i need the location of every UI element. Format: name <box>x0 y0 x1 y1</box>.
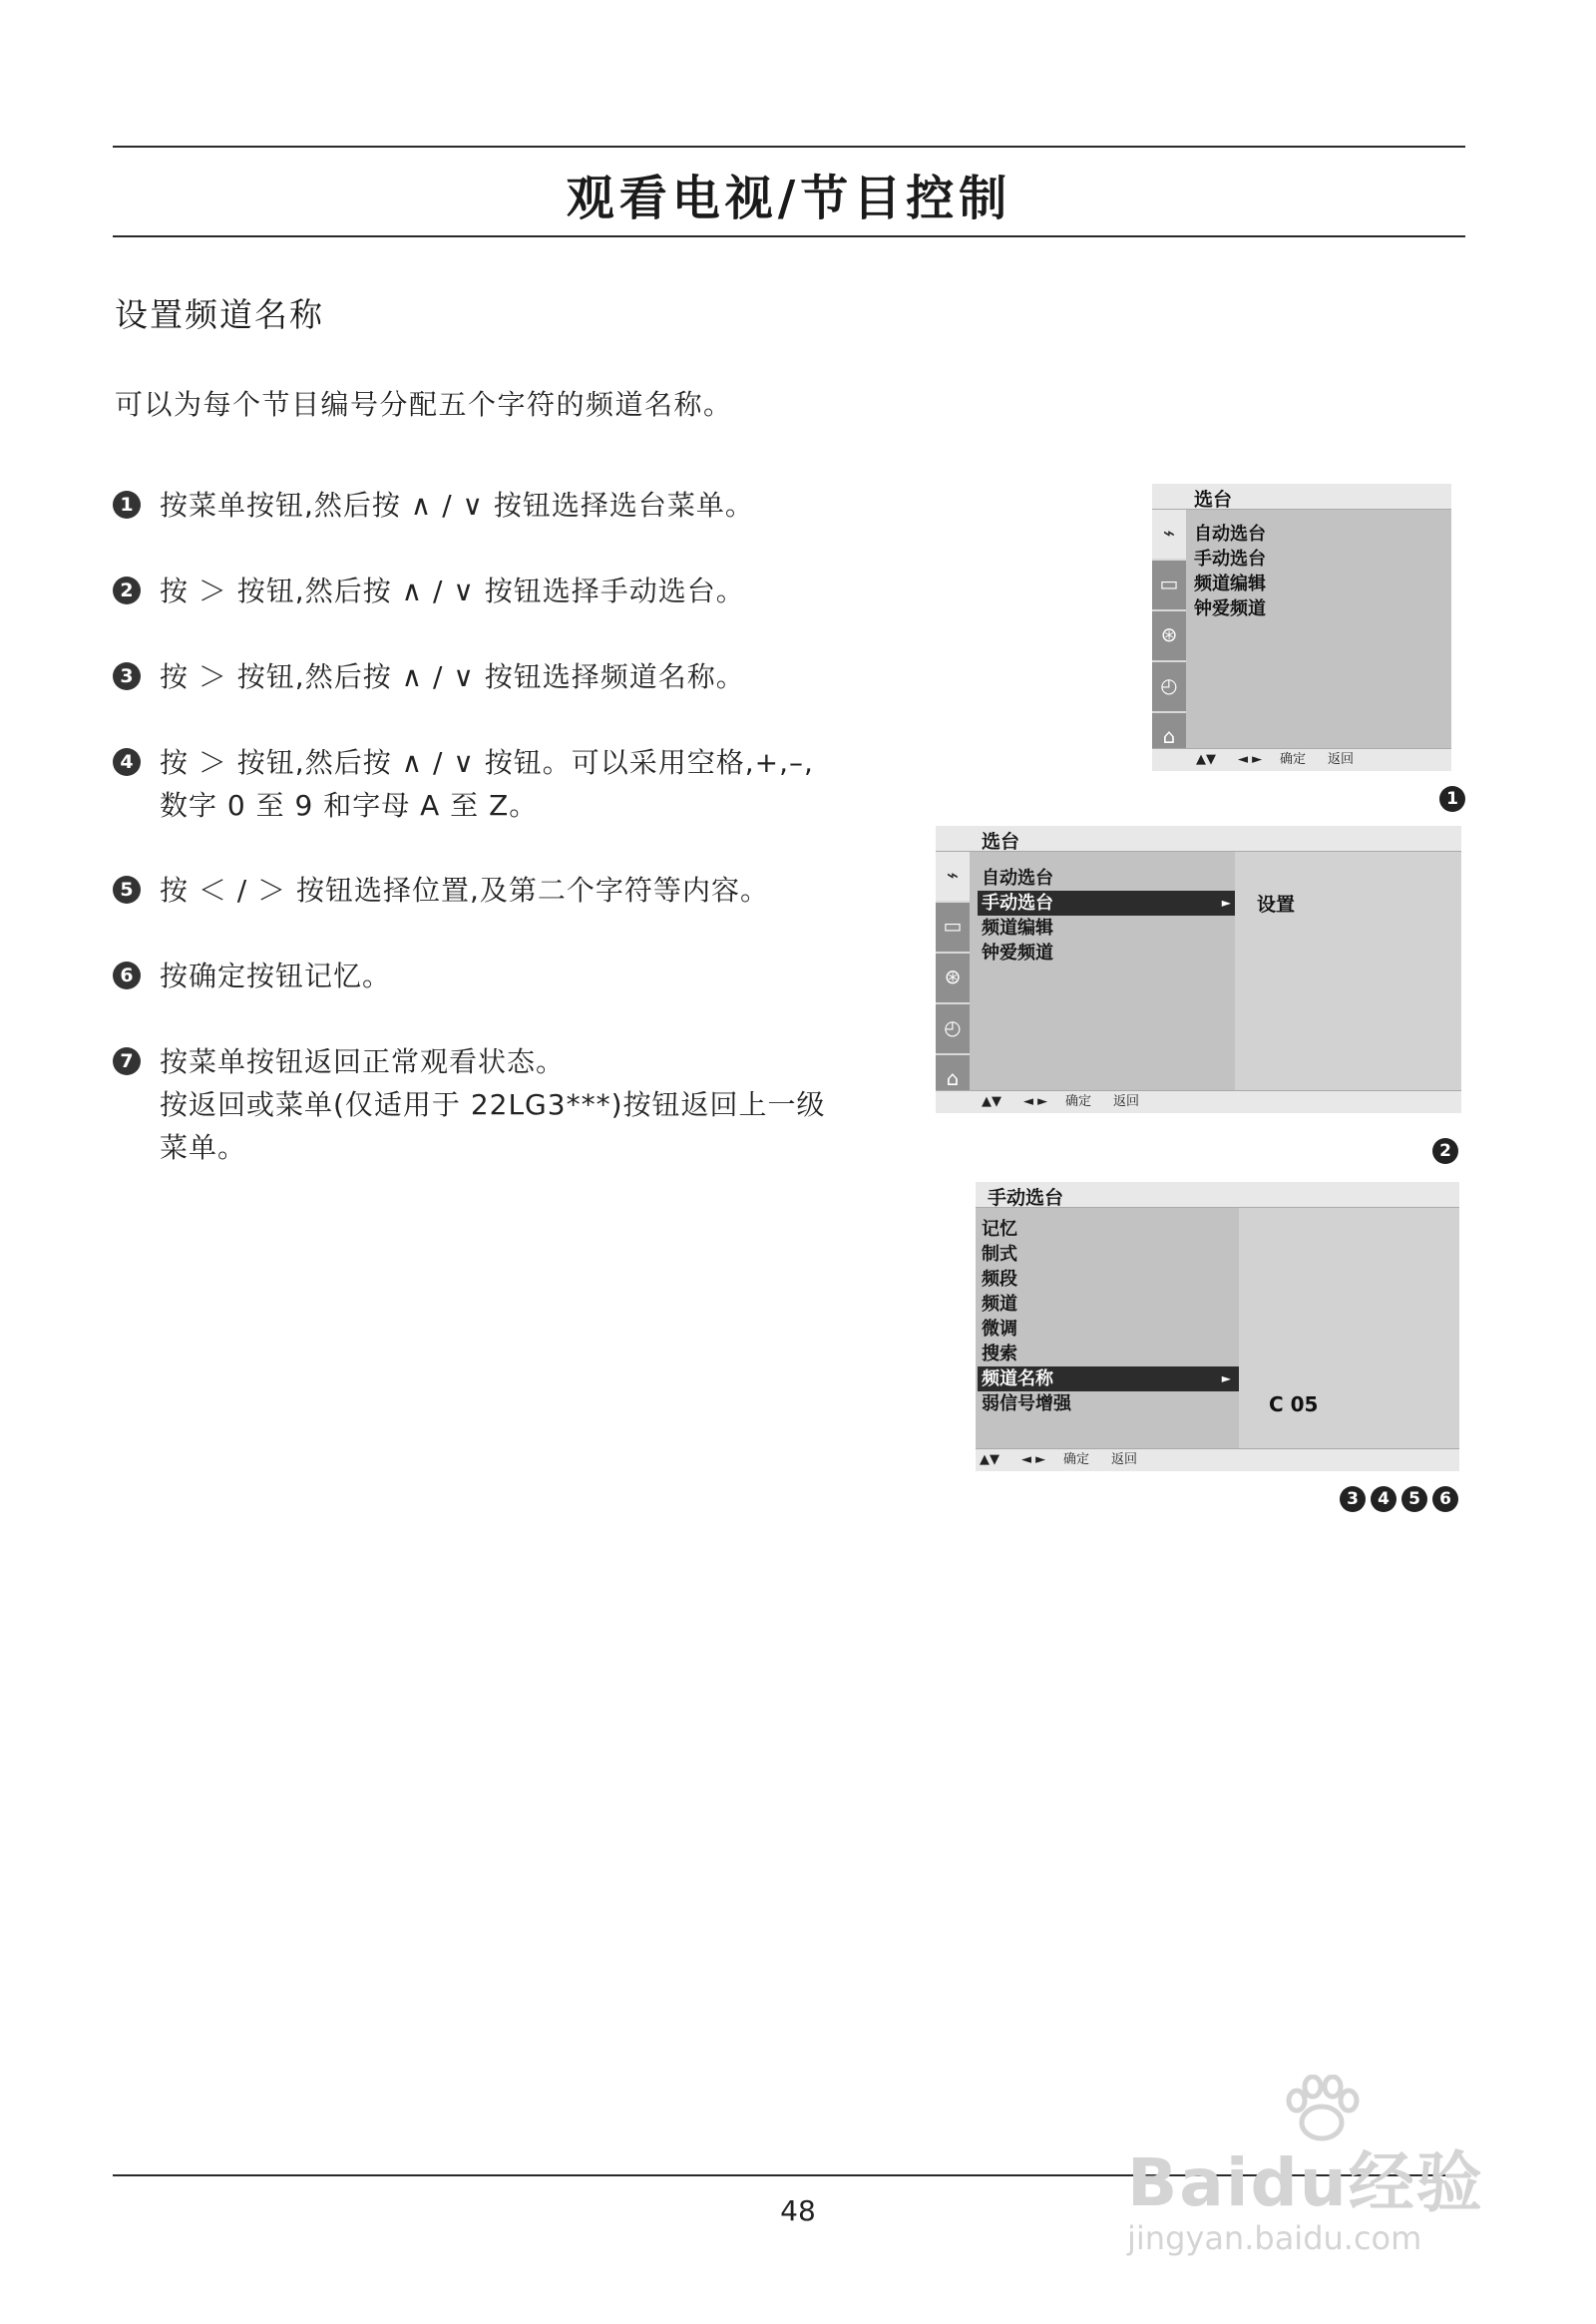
sound-icon[interactable]: ⊛ <box>936 954 970 1004</box>
step-text <box>160 955 871 997</box>
menu-item-favorite[interactable]: 钟爱频道 <box>1194 598 1266 619</box>
step-text <box>160 655 871 698</box>
nav-updown-hint: ▲▼ <box>982 1094 1001 1109</box>
step-3 <box>113 655 871 698</box>
menu-item-auto-tuning[interactable]: 自动选台 <box>982 868 1053 889</box>
step-text-line: 按 ＜ / ＞ 按钮选择位置,及第二个字符等内容。 <box>160 874 769 907</box>
menu-item-program-edit[interactable]: 频道编辑 <box>1194 574 1266 594</box>
nav-updown-hint: ▲▼ <box>980 1452 999 1467</box>
menu-header <box>976 1182 1459 1208</box>
step-1 <box>113 484 871 527</box>
nav-updown-hint: ▲▼ <box>1196 752 1216 767</box>
step-text-line: 按菜单按钮,然后按 ∧ / ∨ 按钮选择选台菜单。 <box>160 489 754 522</box>
menu-list <box>978 1217 1239 1416</box>
step-badge-6: 6 <box>1432 1486 1458 1512</box>
title-rule <box>113 235 1465 237</box>
step-badge-2: 2 <box>1432 1138 1458 1164</box>
step-text <box>160 869 871 912</box>
timer-icon[interactable]: ◴ <box>936 1004 970 1055</box>
menu-footer <box>936 1090 1461 1113</box>
nav-leftright-hint: ◄ ► <box>1021 1452 1046 1467</box>
menu-item-favorite[interactable]: 钟爱频道 <box>982 943 1053 964</box>
picture-icon[interactable]: ▭ <box>936 903 970 954</box>
menu-header <box>1152 484 1451 510</box>
submenu-value[interactable]: 设置 <box>1257 894 1296 916</box>
back-hint: 返回 <box>1113 1094 1140 1109</box>
antenna-icon[interactable]: ⌁ <box>936 852 970 903</box>
menu-title: 选台 <box>1194 489 1233 511</box>
menu-item-search[interactable]: 搜索 <box>982 1344 1017 1364</box>
step-badge-3: 3 <box>1340 1486 1366 1512</box>
menu-item-store[interactable]: 记忆 <box>982 1219 1017 1240</box>
menu-item-booster[interactable]: 弱信号增强 <box>982 1393 1071 1414</box>
menu-title: 手动选台 <box>988 1187 1064 1209</box>
menu-item-label: 手动选台 <box>982 893 1053 914</box>
step-number-badge: 4 <box>113 748 141 776</box>
step-text-line: 按菜单按钮返回正常观看状态。 <box>160 1045 566 1078</box>
sound-icon[interactable]: ⊛ <box>1152 611 1186 662</box>
step-text-line: 按 ＞ 按钮,然后按 ∧ / ∨ 按钮选择手动选台。 <box>160 575 745 607</box>
menu-list <box>978 866 1239 966</box>
submenu-panel <box>1239 1208 1459 1449</box>
ok-hint: 确定 <box>1280 752 1307 767</box>
step-text-line: 菜单。 <box>160 1131 247 1164</box>
lock-icon[interactable]: ⌂ <box>936 1055 970 1106</box>
step-number-badge: 6 <box>113 962 141 989</box>
page-title: 观看电视/节目控制 <box>566 171 1012 226</box>
step-text-line: 按 ＞ 按钮,然后按 ∧ / ∨ 按钮选择频道名称。 <box>160 660 745 693</box>
step-4 <box>113 741 871 827</box>
nav-leftright-hint: ◄ ► <box>1238 752 1263 767</box>
ok-hint: 确定 <box>1065 1094 1092 1109</box>
top-rule <box>113 146 1465 148</box>
menu-item-fine-tune[interactable]: 微调 <box>982 1319 1017 1340</box>
menu-footer <box>976 1448 1459 1471</box>
antenna-icon[interactable]: ⌁ <box>1152 510 1186 561</box>
step-text-line: 按返回或菜单(仅适用于 22LG3***)按钮返回上一级 <box>160 1088 826 1121</box>
step-text-line: 数字 0 至 9 和字母 A 至 Z。 <box>160 789 539 822</box>
menu-sidebar <box>936 852 970 1091</box>
step-number-badge: 7 <box>113 1047 141 1075</box>
step-number-badge: 3 <box>113 662 141 690</box>
menu-title: 选台 <box>982 831 1020 853</box>
step-text <box>160 1040 871 1169</box>
step-text-line: 按 ＞ 按钮,然后按 ∧ / ∨ 按钮。可以采用空格,+,–, <box>160 746 814 779</box>
menu-list <box>1190 522 1266 621</box>
channel-name-value[interactable]: C 05 <box>1269 1392 1319 1416</box>
step-2 <box>113 570 871 612</box>
back-hint: 返回 <box>1328 752 1355 767</box>
step-text <box>160 484 871 527</box>
timer-icon[interactable]: ◴ <box>1152 662 1186 713</box>
step-6 <box>113 955 871 997</box>
step-number-badge: 5 <box>113 876 141 904</box>
menu-item-channel[interactable]: 频道 <box>982 1294 1017 1315</box>
picture-icon[interactable]: ▭ <box>1152 561 1186 611</box>
menu-item-channel-name[interactable] <box>978 1366 1239 1391</box>
step-badge-1: 1 <box>1439 786 1465 812</box>
step-text <box>160 741 871 827</box>
ok-hint: 确定 <box>1063 1452 1090 1467</box>
intro-text: 可以为每个节目编号分配五个字符的频道名称。 <box>115 388 733 421</box>
menu-item-program-edit[interactable]: 频道编辑 <box>982 918 1053 939</box>
step-number-badge: 1 <box>113 491 141 519</box>
menu-channel-setup-1 <box>1152 484 1451 771</box>
lock-icon[interactable]: ⌂ <box>1152 713 1186 764</box>
page-number: 48 <box>780 2194 816 2227</box>
baidu-watermark <box>1127 2075 1526 2274</box>
menu-item-label: 频道名称 <box>982 1368 1053 1389</box>
watermark-brand: Baidu经验 <box>1127 2144 1484 2221</box>
step-7 <box>113 1040 871 1169</box>
step-badge-4: 4 <box>1371 1486 1396 1512</box>
menu-item-band[interactable]: 频段 <box>982 1269 1017 1290</box>
arrow-right-icon: ► <box>1221 896 1231 910</box>
menu-header <box>936 826 1461 852</box>
step-number-badge: 2 <box>113 577 141 604</box>
menu-item-auto-tuning[interactable]: 自动选台 <box>1194 524 1266 545</box>
menu-channel-setup-2 <box>936 826 1461 1113</box>
back-hint: 返回 <box>1111 1452 1138 1467</box>
arrow-right-icon: ► <box>1221 1371 1231 1385</box>
menu-item-manual-tuning[interactable]: 手动选台 <box>1194 549 1266 570</box>
watermark-url: jingyan.baidu.com <box>1127 2219 1422 2257</box>
step-text-line: 按确定按钮记忆。 <box>160 960 392 992</box>
section-title: 设置频道名称 <box>115 295 324 334</box>
menu-item-system[interactable]: 制式 <box>982 1244 1017 1265</box>
step-5 <box>113 869 871 912</box>
submenu-panel <box>1235 852 1461 1091</box>
menu-footer <box>1152 748 1451 771</box>
step-badge-5: 5 <box>1401 1486 1427 1512</box>
nav-leftright-hint: ◄ ► <box>1023 1094 1048 1109</box>
step-text <box>160 570 871 612</box>
menu-item-manual-tuning[interactable] <box>978 891 1239 916</box>
menu-sidebar <box>1152 510 1186 749</box>
menu-manual-tuning <box>976 1182 1459 1471</box>
